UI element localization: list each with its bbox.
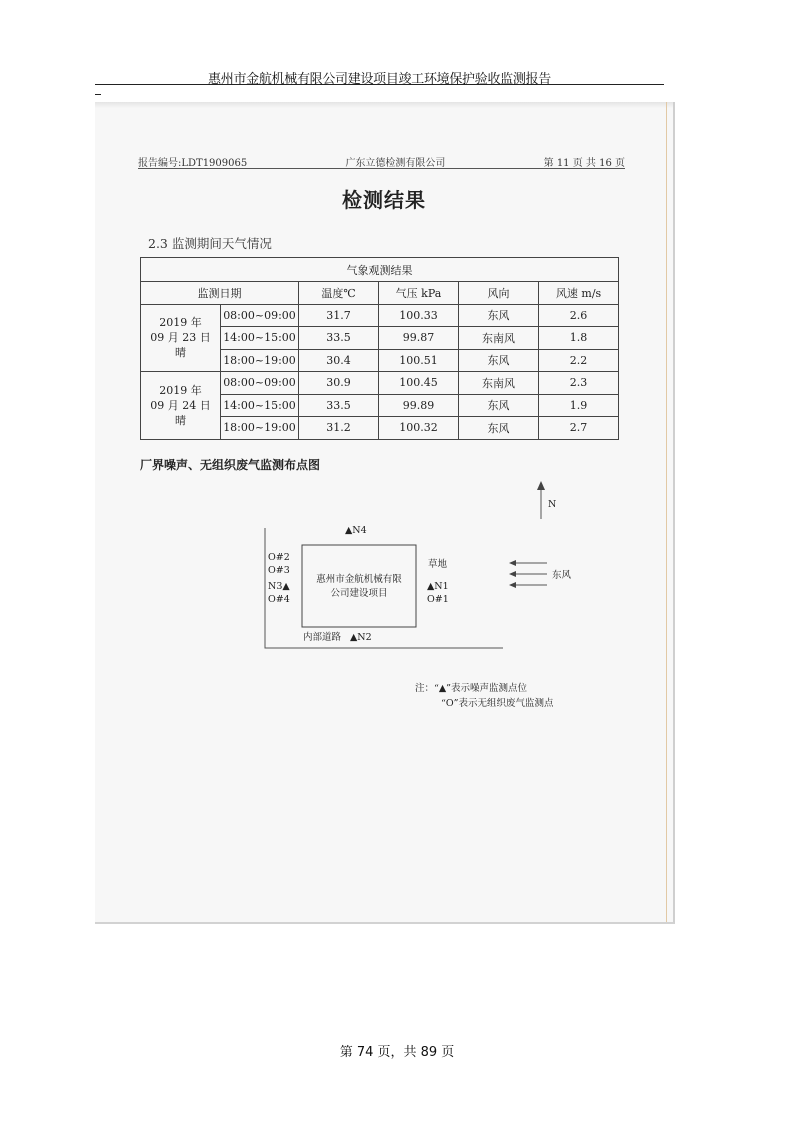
section-title: 2.3 监测期间天气情况 bbox=[148, 236, 272, 251]
temp-cell: 30.4 bbox=[299, 349, 379, 372]
legend-note-gas: “O”表示无组织废气监测点 bbox=[441, 698, 554, 709]
wind-dir-cell: 东风 bbox=[459, 349, 539, 372]
wind-dir-cell: 东风 bbox=[459, 394, 539, 417]
legend-note-noise: 注：“▲”表示噪声监测点位 bbox=[415, 683, 528, 694]
report-header-rule bbox=[138, 168, 625, 169]
north-label: N bbox=[548, 499, 557, 510]
north-arrow-head-icon bbox=[537, 481, 545, 490]
plant-label-line2: 公司建设项目 bbox=[330, 588, 388, 599]
page-header: 惠州市金航机械有限公司建设项目竣工环境保护验收监测报告 bbox=[208, 72, 551, 87]
temp-cell: 33.5 bbox=[299, 327, 379, 350]
wind-speed-cell: 1.8 bbox=[539, 327, 619, 350]
header-rule bbox=[95, 84, 664, 85]
map-title: 厂界噪声、无组织废气监测布点图 bbox=[140, 458, 321, 472]
temp-cell: 33.5 bbox=[299, 394, 379, 417]
site-boundary-lines bbox=[265, 528, 503, 648]
temp-cell: 30.9 bbox=[299, 372, 379, 395]
date-cell bbox=[141, 372, 221, 440]
date-day: 09 月 24 日 bbox=[150, 398, 211, 412]
report-page-info: 第 11 页 共 16 页 bbox=[543, 158, 625, 169]
report-company: 广东立德检测有限公司 bbox=[345, 158, 446, 169]
temp-cell: 31.7 bbox=[299, 304, 379, 327]
wind-speed-cell: 2.3 bbox=[539, 372, 619, 395]
page-footer: 第 74 页，共 89 页 bbox=[339, 1045, 455, 1060]
wind-arrow-head-icon bbox=[509, 582, 516, 588]
scan-edge-line bbox=[666, 102, 667, 922]
noise-point-n1: ▲N1 bbox=[427, 581, 449, 592]
gas-point-4: O#4 bbox=[268, 594, 290, 605]
date-cell bbox=[141, 304, 221, 372]
road-label: 内部道路 bbox=[303, 632, 342, 643]
header-temp: 温度℃ bbox=[299, 282, 379, 305]
temp-cell: 31.2 bbox=[299, 417, 379, 440]
table-row bbox=[141, 304, 619, 327]
gas-point-3: O#3 bbox=[268, 565, 290, 576]
pressure-cell: 99.89 bbox=[379, 394, 459, 417]
wind-dir-cell: 东南风 bbox=[459, 327, 539, 350]
pressure-cell: 100.33 bbox=[379, 304, 459, 327]
header-pressure: 气压 kPa bbox=[379, 282, 459, 305]
header-wind-speed: 风速 m/s bbox=[539, 282, 619, 305]
gas-point-1: O#1 bbox=[427, 594, 449, 605]
wind-arrow-head-icon bbox=[509, 560, 516, 566]
report-header bbox=[138, 154, 625, 169]
noise-point-n2: ▲N2 bbox=[350, 632, 372, 643]
pressure-cell: 100.32 bbox=[379, 417, 459, 440]
wind-dir-cell: 东风 bbox=[459, 417, 539, 440]
time-cell: 14:00~15:00 bbox=[221, 394, 299, 417]
wind-speed-cell: 1.9 bbox=[539, 394, 619, 417]
scan-edge bbox=[95, 102, 673, 108]
noise-point-n4: ▲N4 bbox=[345, 525, 367, 536]
table-caption: 气象观测结果 bbox=[141, 258, 619, 282]
date-year: 2019 年 bbox=[159, 383, 202, 397]
wind-speed-cell: 2.6 bbox=[539, 304, 619, 327]
header-tick bbox=[95, 94, 101, 95]
pressure-cell: 100.51 bbox=[379, 349, 459, 372]
grass-label: 草地 bbox=[428, 559, 448, 570]
scanned-report-page bbox=[95, 102, 675, 924]
date-weather: 晴 bbox=[175, 346, 186, 360]
noise-point-n3: N3▲ bbox=[268, 581, 290, 592]
report-title: 检测结果 bbox=[342, 188, 426, 212]
date-day: 09 月 23 日 bbox=[150, 331, 211, 345]
monitoring-layout-diagram bbox=[95, 102, 673, 922]
plant-label-line1: 惠州市金航机械有限 bbox=[316, 574, 402, 585]
wind-label: 东风 bbox=[552, 570, 572, 581]
pressure-cell: 100.45 bbox=[379, 372, 459, 395]
wind-speed-cell: 2.2 bbox=[539, 349, 619, 372]
wind-arrow-head-icon bbox=[509, 571, 516, 577]
header-date: 监测日期 bbox=[141, 282, 299, 305]
wind-dir-cell: 东风 bbox=[459, 304, 539, 327]
plant-building bbox=[302, 545, 416, 627]
pressure-cell: 99.87 bbox=[379, 327, 459, 350]
date-weather: 晴 bbox=[175, 413, 186, 427]
time-cell: 18:00~19:00 bbox=[221, 349, 299, 372]
weather-table bbox=[140, 257, 619, 440]
wind-speed-cell: 2.7 bbox=[539, 417, 619, 440]
time-cell: 08:00~09:00 bbox=[221, 372, 299, 395]
wind-dir-cell: 东南风 bbox=[459, 372, 539, 395]
gas-point-2: O#2 bbox=[268, 552, 290, 563]
time-cell: 08:00~09:00 bbox=[221, 304, 299, 327]
table-row bbox=[141, 372, 619, 395]
report-number: 报告编号:LDT1909065 bbox=[138, 158, 248, 169]
header-wind-dir: 风向 bbox=[459, 282, 539, 305]
date-year: 2019 年 bbox=[159, 316, 202, 330]
time-cell: 18:00~19:00 bbox=[221, 417, 299, 440]
time-cell: 14:00~15:00 bbox=[221, 327, 299, 350]
